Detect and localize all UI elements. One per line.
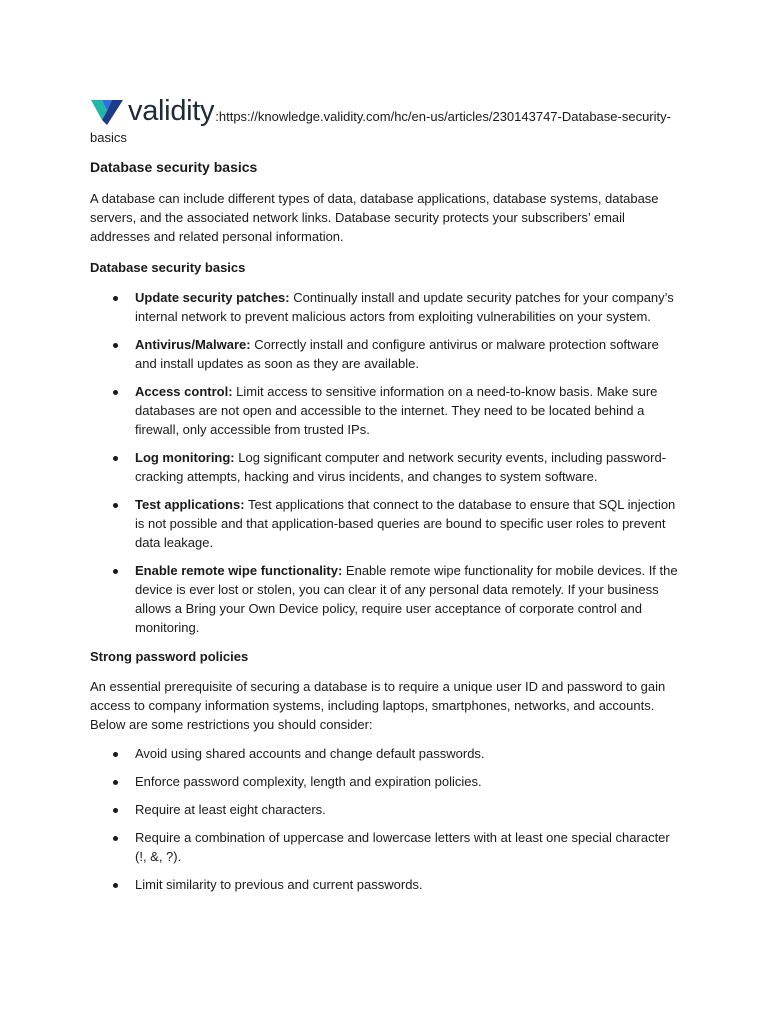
item-text: Require a combination of uppercase and lowercase letters with at least one special character (!, &, ?).: [135, 830, 670, 864]
bullet-icon: [113, 752, 118, 757]
item-term: Access control:: [135, 384, 233, 399]
bullet-icon: [113, 343, 118, 348]
section-heading-passwords: Strong password policies: [90, 649, 249, 664]
list-item: [90, 495, 680, 552]
item-term: Antivirus/Malware:: [135, 337, 251, 352]
item-text: Test applications that connect to the database to ensure that SQL injection is not possible and that application-based queries are bound to specific user roles to prevent data leakage.: [135, 497, 676, 550]
item-text: Enable remote wipe functionality for mobile devices. If the device is ever lost or stolen, you can clear it of any personal data remotely. If your business allows a Bring your Own Device policy, require user acceptance of corporate control and monitoring.: [135, 563, 678, 635]
bullet-icon: [113, 569, 118, 574]
item-term: Test applications:: [135, 497, 245, 512]
logo-wordmark: validity: [128, 95, 215, 127]
article-body: [90, 158, 680, 904]
bullet-icon: [113, 836, 118, 841]
document-header: [90, 92, 690, 146]
list-item: [90, 875, 680, 894]
password-policy-list: [90, 744, 680, 894]
list-item: [90, 800, 680, 819]
bullet-icon: [113, 390, 118, 395]
bullet-icon: [113, 883, 118, 888]
logo-url-row: [90, 92, 690, 126]
list-item: [90, 772, 680, 791]
list-item: [90, 828, 680, 866]
list-item: [90, 335, 680, 373]
intro-paragraph: A database can include different types of data, database applications, database systems, database servers, and the associated network links. Database security protects your subscribers’ email addresses and related personal information.: [90, 191, 659, 244]
item-text: Limit access to sensitive information on a need-to-know basis. Make sure databases are not open and accessible to the internet. They need to be located behind a firewall, only accessible from trusted IPs.: [135, 384, 658, 437]
item-text: Avoid using shared accounts and change default passwords.: [135, 746, 485, 761]
item-term: Update security patches:: [135, 290, 290, 305]
source-url: :https://knowledge.validity.com/hc/en-us/articles/230143747-Database-security-: [215, 109, 671, 124]
list-item: [90, 448, 680, 486]
article-title: Database security basics: [90, 159, 258, 175]
item-term: Log monitoring:: [135, 450, 235, 465]
item-text: Log significant computer and network security events, including password-cracking attempts, hacking and virus incidents, and changes to system software.: [135, 450, 667, 484]
list-item: [90, 561, 680, 637]
item-text: Enforce password complexity, length and expiration policies.: [135, 774, 482, 789]
security-basics-list: [90, 288, 680, 637]
list-item: [90, 382, 680, 439]
validity-v-icon: [90, 98, 124, 126]
password-intro-paragraph: An essential prerequisite of securing a database is to require a unique user ID and password to gain access to company information systems, including laptops, smartphones, networks, and accounts. Below are some restrictions you should consider:: [90, 679, 666, 732]
bullet-icon: [113, 808, 118, 813]
item-text: Limit similarity to previous and current passwords.: [135, 877, 423, 892]
bullet-icon: [113, 503, 118, 508]
source-url-continuation: basics: [90, 130, 127, 145]
item-text: Correctly install and configure antivirus or malware protection software and install updates as soon as they are available.: [135, 337, 659, 371]
section-heading-basics: Database security basics: [90, 260, 246, 275]
bullet-icon: [113, 296, 118, 301]
item-text: Require at least eight characters.: [135, 802, 326, 817]
item-term: Enable remote wipe functionality:: [135, 563, 343, 578]
item-text: Continually install and update security patches for your company’s internal network to prevent malicious actors from exploiting vulnerabilities on your system.: [135, 290, 674, 324]
validity-logo: [90, 96, 214, 126]
bullet-icon: [113, 780, 118, 785]
bullet-icon: [113, 456, 118, 461]
list-item: [90, 288, 680, 326]
list-item: [90, 744, 680, 763]
